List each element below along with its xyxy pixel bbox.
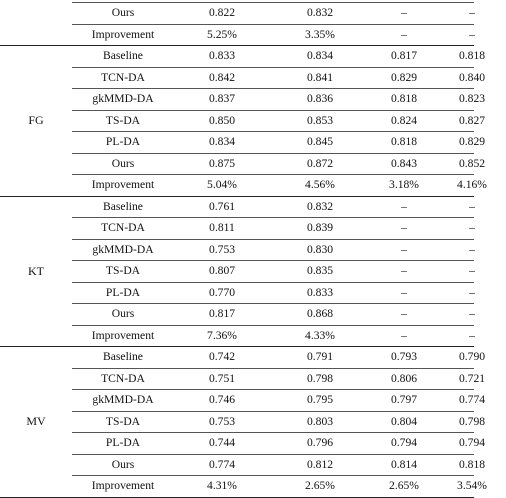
value-cell: 0.804 bbox=[390, 414, 418, 428]
value-cell: 4.33% bbox=[305, 328, 335, 342]
value-cell: 0.806 bbox=[390, 371, 418, 385]
value-cell: 0.721 bbox=[458, 371, 486, 385]
method-cell: Baseline bbox=[103, 199, 143, 213]
value-cell: 0.817 bbox=[390, 49, 418, 62]
value-cell: 7.36% bbox=[207, 328, 237, 342]
value-cell: – bbox=[401, 264, 407, 277]
value-cell: 0.807 bbox=[208, 264, 236, 277]
value-cell: 0.868 bbox=[306, 307, 334, 320]
value-cell: 0.834 bbox=[306, 49, 334, 62]
value-cell: 0.812 bbox=[306, 457, 334, 471]
value-cell: 3.54% bbox=[457, 479, 487, 492]
value-cell: 0.833 bbox=[208, 49, 236, 62]
value-cell: 0.829 bbox=[390, 70, 418, 84]
value-cell: 0.774 bbox=[208, 457, 236, 471]
value-cell: 0.818 bbox=[390, 92, 418, 105]
value-cell: 0.798 bbox=[306, 371, 334, 385]
value-cell: 4.56% bbox=[305, 178, 335, 191]
value-cell: 0.840 bbox=[458, 70, 486, 84]
value-cell: 0.817 bbox=[208, 307, 236, 320]
method-cell: gkMMD-DA bbox=[92, 92, 154, 105]
value-cell: 0.814 bbox=[390, 457, 418, 471]
value-cell: 0.803 bbox=[306, 414, 334, 428]
value-cell: – bbox=[401, 199, 407, 213]
method-cell: PL-DA bbox=[105, 135, 141, 148]
value-cell: 0.837 bbox=[208, 92, 236, 105]
value-cell: 0.853 bbox=[306, 113, 334, 127]
table-row bbox=[0, 2, 474, 24]
group-divider bbox=[0, 497, 474, 498]
method-cell: Ours bbox=[111, 307, 135, 320]
value-cell: 0.875 bbox=[208, 156, 236, 170]
value-cell: 0.818 bbox=[390, 135, 418, 148]
value-cell: – bbox=[469, 242, 475, 256]
value-cell: 0.833 bbox=[306, 285, 334, 299]
value-cell: 0.850 bbox=[208, 113, 236, 127]
value-cell: 2.65% bbox=[305, 479, 335, 492]
value-cell: 3.35% bbox=[305, 27, 335, 41]
value-cell: – bbox=[401, 6, 407, 19]
value-cell: – bbox=[469, 264, 475, 277]
method-cell: Improvement bbox=[91, 479, 155, 492]
value-cell: 0.796 bbox=[306, 436, 334, 449]
group-label: KT bbox=[28, 263, 44, 278]
method-cell: gkMMD-DA bbox=[92, 242, 154, 256]
value-cell: – bbox=[401, 328, 407, 342]
value-cell: 0.824 bbox=[390, 113, 418, 127]
value-cell: 4.16% bbox=[457, 178, 487, 191]
method-cell: TS-DA bbox=[105, 414, 141, 428]
value-cell: 0.827 bbox=[458, 113, 486, 127]
value-cell: 0.744 bbox=[208, 436, 236, 449]
value-cell: 0.761 bbox=[208, 199, 236, 213]
method-cell: Baseline bbox=[103, 49, 143, 62]
value-cell: 0.794 bbox=[458, 436, 486, 449]
method-cell: Improvement bbox=[91, 27, 155, 41]
value-cell: 0.753 bbox=[208, 242, 236, 256]
method-cell: PL-DA bbox=[105, 436, 141, 449]
value-cell: 5.25% bbox=[207, 27, 237, 41]
method-cell: Ours bbox=[111, 457, 135, 471]
value-cell: 0.811 bbox=[209, 221, 235, 234]
value-cell: – bbox=[401, 27, 407, 41]
value-cell: 0.793 bbox=[390, 350, 418, 363]
value-cell: 0.830 bbox=[306, 242, 334, 256]
value-cell: 0.822 bbox=[208, 6, 236, 19]
method-cell: gkMMD-DA bbox=[92, 393, 154, 406]
group-label: FG bbox=[28, 113, 44, 127]
value-cell: 0.836 bbox=[306, 92, 334, 105]
method-cell: TS-DA bbox=[105, 113, 141, 127]
value-cell: 0.818 bbox=[458, 457, 486, 471]
method-cell: Ours bbox=[111, 6, 135, 19]
value-cell: – bbox=[469, 27, 475, 41]
value-cell: 4.31% bbox=[207, 479, 237, 492]
value-cell: – bbox=[469, 307, 475, 320]
value-cell: 0.843 bbox=[390, 156, 418, 170]
value-cell: 0.845 bbox=[306, 135, 334, 148]
value-cell: 0.834 bbox=[208, 135, 236, 148]
value-cell: 0.751 bbox=[208, 371, 236, 385]
value-cell: 0.798 bbox=[458, 414, 486, 428]
value-cell: – bbox=[469, 285, 475, 299]
value-cell: 2.65% bbox=[389, 479, 419, 492]
method-cell: TCN-DA bbox=[101, 371, 145, 385]
value-cell: 0.790 bbox=[458, 350, 486, 363]
value-cell: – bbox=[469, 328, 475, 342]
table-row bbox=[0, 24, 474, 46]
value-cell: – bbox=[469, 6, 475, 19]
method-cell: TS-DA bbox=[105, 264, 141, 277]
method-cell: Improvement bbox=[91, 328, 155, 342]
value-cell: 0.742 bbox=[208, 350, 236, 363]
value-cell: 0.835 bbox=[306, 264, 334, 277]
value-cell: 0.852 bbox=[458, 156, 486, 170]
value-cell: 0.841 bbox=[306, 70, 334, 84]
method-cell: Ours bbox=[111, 156, 135, 170]
value-cell: 0.774 bbox=[458, 393, 486, 406]
value-cell: 0.753 bbox=[208, 414, 236, 428]
value-cell: 0.746 bbox=[208, 393, 236, 406]
value-cell: 0.829 bbox=[458, 135, 486, 148]
value-cell: – bbox=[401, 242, 407, 256]
value-cell: 0.794 bbox=[390, 436, 418, 449]
value-cell: 0.797 bbox=[390, 393, 418, 406]
value-cell: 0.823 bbox=[458, 92, 486, 105]
value-cell: 0.795 bbox=[306, 393, 334, 406]
value-cell: 3.18% bbox=[389, 178, 419, 191]
value-cell: 0.791 bbox=[306, 350, 334, 363]
method-cell: Baseline bbox=[103, 350, 143, 363]
group-label: MV bbox=[26, 414, 46, 428]
value-cell: – bbox=[401, 307, 407, 320]
value-cell: 0.832 bbox=[306, 6, 334, 19]
value-cell: – bbox=[401, 221, 407, 234]
value-cell: 0.842 bbox=[208, 70, 236, 84]
value-cell: – bbox=[469, 221, 475, 234]
method-cell: PL-DA bbox=[105, 285, 141, 299]
value-cell: – bbox=[469, 199, 475, 213]
value-cell: 0.872 bbox=[306, 156, 334, 170]
value-cell: – bbox=[401, 285, 407, 299]
method-cell: TCN-DA bbox=[101, 70, 145, 84]
value-cell: 0.832 bbox=[306, 199, 334, 213]
method-cell: Improvement bbox=[91, 178, 155, 191]
value-cell: 0.770 bbox=[208, 285, 236, 299]
method-cell: TCN-DA bbox=[101, 221, 145, 234]
value-cell: 5.04% bbox=[207, 178, 237, 191]
value-cell: 0.839 bbox=[306, 221, 334, 234]
value-cell: 0.818 bbox=[458, 49, 486, 62]
